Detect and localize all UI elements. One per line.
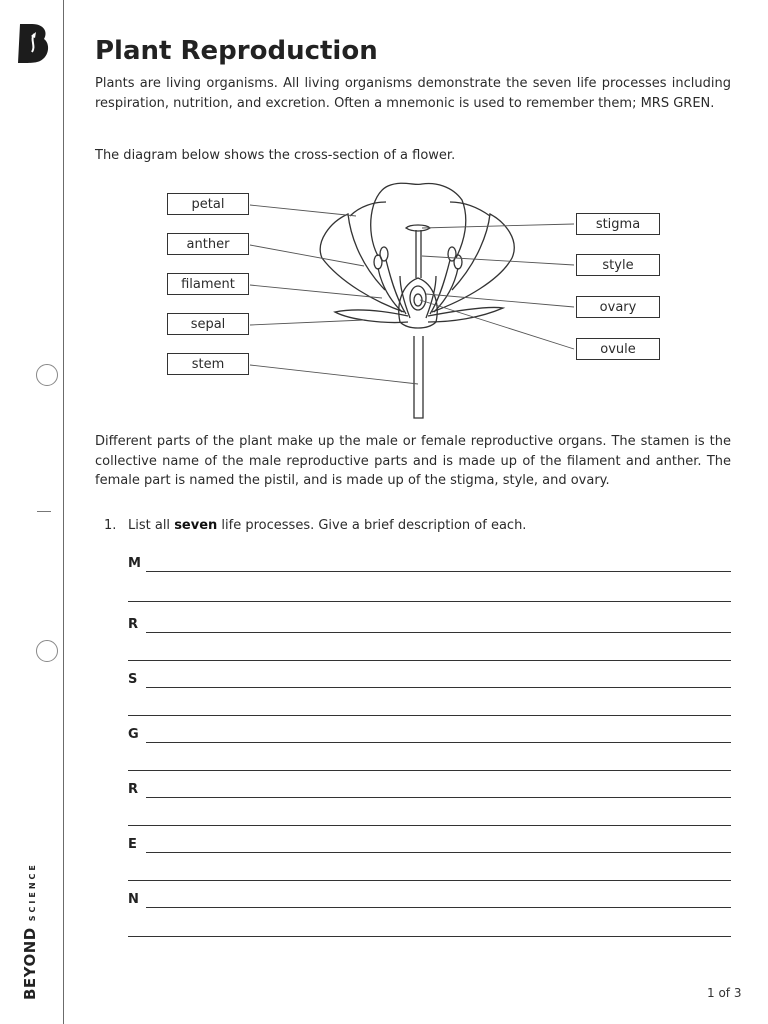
page-title: Plant Reproduction: [95, 36, 378, 66]
brand-sub: SCIENCE: [28, 862, 37, 922]
answer-line-continuation[interactable]: [128, 825, 731, 826]
answer-letter: G: [128, 727, 139, 742]
brand-main: BEYOND: [21, 927, 39, 1000]
diagram-intro: The diagram below shows the cross-section of a flower.: [95, 148, 456, 163]
answer-line[interactable]: [146, 907, 731, 908]
label-anther: anther: [167, 233, 249, 255]
answer-letter: R: [128, 782, 139, 797]
question-1: [104, 518, 526, 533]
question-number: 1.: [104, 518, 117, 533]
flower-diagram: [160, 172, 670, 422]
answer-line[interactable]: [146, 797, 731, 798]
answer-row-g[interactable]: [128, 729, 731, 743]
beyond-logo-icon: [14, 22, 52, 64]
fold-mark: [37, 511, 51, 512]
question-suffix: life processes. Give a brief description of each.: [217, 518, 527, 533]
label-filament: filament: [167, 273, 249, 295]
punch-hole-top: [36, 364, 58, 386]
answer-letter: E: [128, 837, 137, 852]
answer-row-m[interactable]: [128, 558, 731, 572]
page-number: 1 of 3: [707, 986, 742, 1000]
question-bold: seven: [174, 518, 218, 533]
label-ovule: ovule: [576, 338, 660, 360]
answer-row-n[interactable]: [128, 894, 731, 908]
answer-row-s[interactable]: [128, 674, 731, 688]
answer-line[interactable]: [146, 632, 731, 633]
answer-row-r2[interactable]: [128, 784, 731, 798]
answer-line-continuation[interactable]: [128, 880, 731, 881]
punch-hole-bottom: [36, 640, 58, 662]
answer-line-continuation[interactable]: [128, 936, 731, 937]
question-prefix: List all: [128, 518, 175, 533]
answer-line[interactable]: [146, 687, 731, 688]
label-ovary: ovary: [576, 296, 660, 318]
brand-vertical: [20, 862, 39, 1000]
label-style: style: [576, 254, 660, 276]
answer-line[interactable]: [146, 571, 731, 572]
answer-line-continuation[interactable]: [128, 770, 731, 771]
intro-paragraph: Plants are living organisms. All living organisms demonstrate the seven life processes including respiration, nutrition, and excretion. Often a mnemonic is used to remember them; MRS GREN.: [95, 76, 731, 111]
label-stem: stem: [167, 353, 249, 375]
answer-line-continuation[interactable]: [128, 660, 731, 661]
answer-line-continuation[interactable]: [128, 715, 731, 716]
sidebar-divider: [63, 0, 64, 1024]
answer-row-e[interactable]: [128, 839, 731, 853]
answer-letter: R: [128, 617, 139, 632]
answer-letter: S: [128, 672, 138, 687]
label-sepal: sepal: [167, 313, 249, 335]
answer-line-continuation[interactable]: [128, 601, 731, 602]
answer-row-r[interactable]: [128, 619, 731, 633]
label-petal: petal: [167, 193, 249, 215]
explanation-paragraph: Different parts of the plant make up the male or female reproductive organs. The stamen is the collective name of the male reproductive parts and is made up of the filament and anther. The female part is named the pistil, and is made up of the stigma, style, and ovary.: [95, 434, 731, 488]
answer-line[interactable]: [146, 852, 731, 853]
label-stigma: stigma: [576, 213, 660, 235]
answer-letter: N: [128, 892, 139, 907]
answer-letter: M: [128, 556, 141, 571]
answer-line[interactable]: [146, 742, 731, 743]
